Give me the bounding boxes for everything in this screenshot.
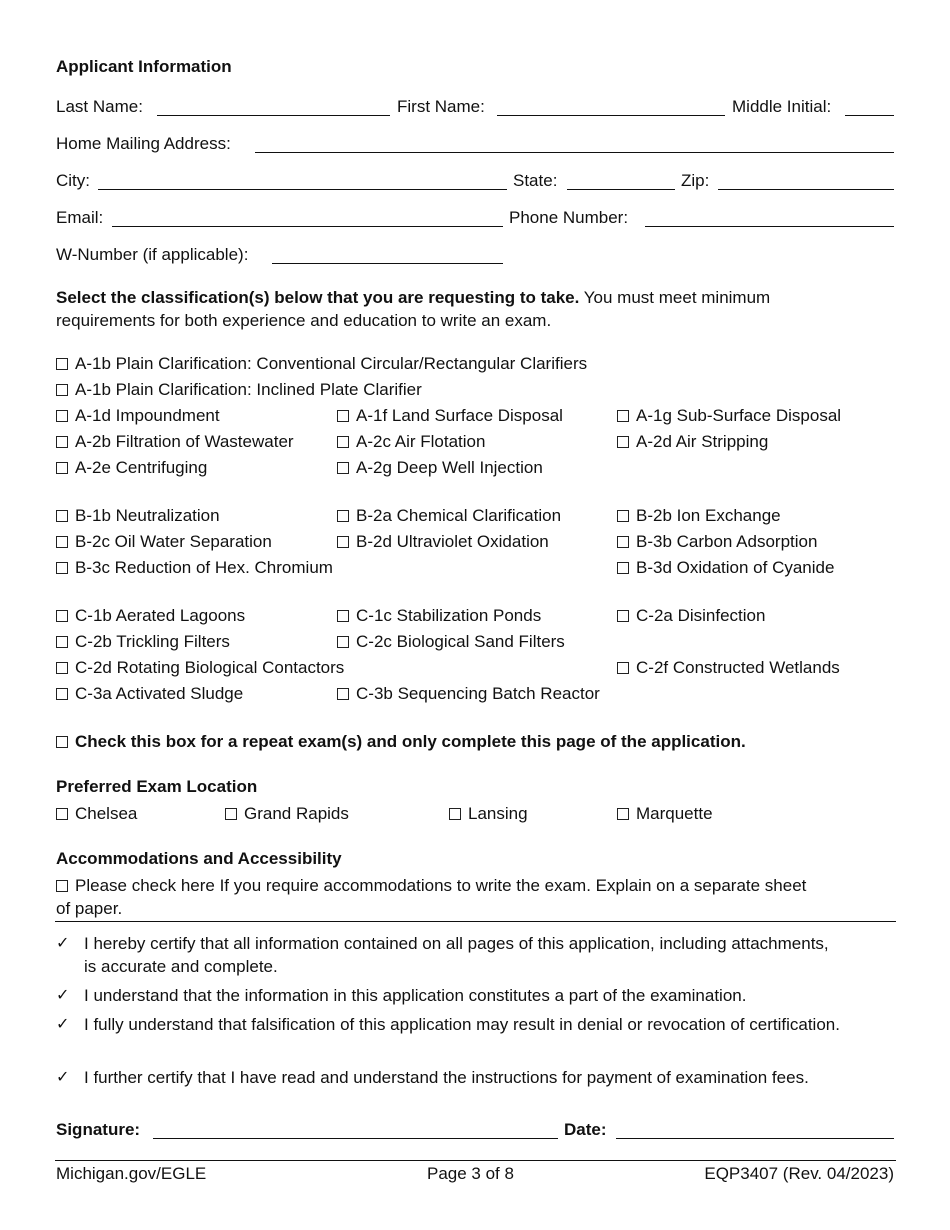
checkbox-icon[interactable]	[617, 808, 629, 820]
certification-3: I fully understand that falsification of this application may result in denial or revocation of certification.	[84, 1015, 840, 1034]
checkbox-label: C-3a Activated Sludge	[75, 684, 244, 703]
check-icon: ✓	[56, 935, 70, 952]
checkbox-label: B-2b Ion Exchange	[636, 506, 781, 525]
last-name-field[interactable]	[157, 115, 390, 116]
checkbox-marquette[interactable]	[617, 804, 713, 824]
checkbox-icon[interactable]	[56, 562, 68, 574]
checkbox-label: A-2c Air Flotation	[356, 432, 486, 451]
checkbox-icon[interactable]	[56, 536, 68, 548]
classification-intro	[56, 288, 770, 308]
check-icon: ✓	[56, 1069, 70, 1086]
address-field[interactable]	[255, 152, 894, 153]
checkbox-label: C-1c Stabilization Ponds	[356, 606, 542, 625]
checkbox-label: A-1f Land Surface Disposal	[356, 406, 563, 425]
checkbox-icon[interactable]	[225, 808, 237, 820]
checkbox-icon[interactable]	[56, 880, 68, 892]
checkbox-icon[interactable]	[337, 510, 349, 522]
classification-intro-line2: requirements for both experience and education to write an exam.	[56, 311, 552, 330]
checkbox-label: A-2g Deep Well Injection	[356, 458, 543, 477]
checkbox-grand-rapids[interactable]	[225, 804, 349, 824]
middle-initial-label: Middle Initial:	[732, 97, 832, 116]
checkbox-lansing[interactable]	[449, 804, 528, 824]
checkbox-icon[interactable]	[56, 736, 68, 748]
checkbox-c2a[interactable]	[617, 606, 765, 626]
city-field[interactable]	[98, 189, 507, 190]
checkbox-icon[interactable]	[617, 510, 629, 522]
accommodations-heading: Accommodations and Accessibility	[56, 849, 342, 868]
checkbox-b1b[interactable]	[56, 506, 220, 526]
address-label: Home Mailing Address:	[56, 134, 231, 153]
checkbox-icon[interactable]	[337, 536, 349, 548]
checkbox-c2b[interactable]	[56, 632, 230, 652]
accommodations-line2: of paper.	[56, 899, 123, 918]
footer-form-id: EQP3407 (Rev. 04/2023)	[704, 1164, 894, 1183]
checkbox-icon[interactable]	[56, 462, 68, 474]
checkbox-icon[interactable]	[617, 610, 629, 622]
applicant-heading: Applicant Information	[56, 57, 232, 76]
state-label: State:	[513, 171, 558, 190]
certification-1: I hereby certify that all information contained on all pages of this application, including attachments, is accurate and complete.	[84, 934, 829, 976]
checkbox-label: A-1d Impoundment	[75, 406, 220, 425]
date-field[interactable]	[616, 1138, 894, 1139]
checkbox-c2f[interactable]	[617, 658, 840, 678]
email-field[interactable]	[112, 226, 503, 227]
checkbox-icon[interactable]	[56, 636, 68, 648]
checkbox-chelsea[interactable]	[56, 804, 137, 824]
wnumber-field[interactable]	[272, 263, 503, 264]
checkbox-c1b[interactable]	[56, 606, 245, 626]
checkbox-label: B-2a Chemical Clarification	[356, 506, 562, 525]
checkbox-icon[interactable]	[337, 462, 349, 474]
checkbox-b2b[interactable]	[617, 506, 781, 526]
first-name-field[interactable]	[497, 115, 725, 116]
location-heading: Preferred Exam Location	[56, 777, 258, 796]
checkbox-icon[interactable]	[337, 610, 349, 622]
checkbox-icon[interactable]	[617, 410, 629, 422]
checkbox-a2g[interactable]	[337, 458, 543, 478]
checkbox-label: B-2d Ultraviolet Oxidation	[356, 532, 549, 551]
checkbox-icon[interactable]	[617, 536, 629, 548]
city-label: City:	[56, 171, 90, 190]
checkbox-label: Marquette	[636, 804, 713, 823]
checkbox-label: A-2b Filtration of Wastewater	[75, 432, 294, 451]
repeat-exam-label: Check this box for a repeat exam(s) and only complete this page of the application.	[75, 732, 746, 751]
wnumber-label: W-Number (if applicable):	[56, 245, 249, 264]
checkbox-label: Grand Rapids	[244, 804, 349, 823]
state-field[interactable]	[567, 189, 675, 190]
checkbox-icon[interactable]	[337, 410, 349, 422]
checkbox-label: C-2b Trickling Filters	[75, 632, 230, 651]
checkbox-a1g[interactable]	[617, 406, 841, 426]
checkbox-c2d[interactable]	[56, 658, 344, 678]
checkbox-icon[interactable]	[56, 688, 68, 700]
checkbox-c3b[interactable]	[337, 684, 600, 704]
zip-field[interactable]	[718, 189, 894, 190]
checkbox-label: C-3b Sequencing Batch Reactor	[356, 684, 600, 703]
section-divider	[55, 921, 896, 922]
checkbox-label: A-1g Sub-Surface Disposal	[636, 406, 842, 425]
checkbox-icon[interactable]	[56, 610, 68, 622]
signature-field[interactable]	[153, 1138, 558, 1139]
checkbox-label: A-2e Centrifuging	[75, 458, 208, 477]
checkbox-b2c[interactable]	[56, 532, 272, 552]
checkbox-b3c[interactable]	[56, 558, 333, 578]
checkbox-icon[interactable]	[617, 562, 629, 574]
checkbox-label: A-1b Plain Clarification: Inclined Plate Clarifier	[75, 380, 422, 399]
first-name-label: First Name:	[397, 97, 485, 116]
checkbox-b2d[interactable]	[337, 532, 549, 552]
checkbox-icon[interactable]	[56, 384, 68, 396]
classification-intro-rest: You must meet minimum	[579, 288, 771, 307]
checkbox-icon[interactable]	[56, 436, 68, 448]
checkbox-icon[interactable]	[56, 662, 68, 674]
checkbox-label: A-1b Plain Clarification: Conventional Circular/Rectangular Clarifiers	[75, 354, 588, 373]
checkbox-label: Chelsea	[75, 804, 138, 823]
checkbox-label: Lansing	[468, 804, 528, 823]
checkbox-icon[interactable]	[449, 808, 461, 820]
checkbox-b3d[interactable]	[617, 558, 834, 578]
checkbox-a2c[interactable]	[337, 432, 485, 452]
checkbox-a2d[interactable]	[617, 432, 768, 452]
check-icon: ✓	[56, 1016, 70, 1033]
checkbox-icon[interactable]	[56, 410, 68, 422]
footer-website: Michigan.gov/EGLE	[56, 1164, 207, 1183]
footer-divider	[55, 1160, 896, 1161]
checkbox-a2b[interactable]	[56, 432, 294, 452]
phone-label: Phone Number:	[509, 208, 629, 227]
checkbox-a1d[interactable]	[56, 406, 220, 426]
signature-label: Signature:	[56, 1120, 141, 1139]
phone-field[interactable]	[645, 226, 894, 227]
checkbox-repeat-exam[interactable]	[56, 732, 746, 752]
checkbox-c1c[interactable]	[337, 606, 541, 626]
last-name-label: Last Name:	[56, 97, 143, 116]
checkbox-a1b-inclined[interactable]	[56, 380, 422, 400]
checkbox-label: B-3c Reduction of Hex. Chromium	[75, 558, 333, 577]
checkbox-icon[interactable]	[617, 436, 629, 448]
checkbox-label: B-1b Neutralization	[75, 506, 220, 525]
checkbox-label: C-2c Biological Sand Filters	[356, 632, 565, 651]
checkbox-a1f[interactable]	[337, 406, 563, 426]
date-label: Date:	[564, 1120, 607, 1139]
checkbox-label: A-2d Air Stripping	[636, 432, 769, 451]
checkbox-label: C-1b Aerated Lagoons	[75, 606, 246, 625]
checkbox-label: C-2f Constructed Wetlands	[636, 658, 840, 677]
checkbox-b2a[interactable]	[337, 506, 561, 526]
zip-label: Zip:	[681, 171, 710, 190]
certification-2: I understand that the information in this application constitutes a part of the examination.	[84, 986, 747, 1005]
checkbox-icon[interactable]	[337, 688, 349, 700]
checkbox-a2e[interactable]	[56, 458, 207, 478]
checkbox-label: B-2c Oil Water Separation	[75, 532, 272, 551]
checkbox-icon[interactable]	[56, 808, 68, 820]
check-icon: ✓	[56, 987, 70, 1004]
checkbox-icon[interactable]	[617, 662, 629, 674]
middle-initial-field[interactable]	[845, 115, 894, 116]
accommodations-line1: Please check here If you require accommodations to write the exam. Explain on a separate sheet	[75, 876, 807, 895]
checkbox-c3a[interactable]	[56, 684, 243, 704]
checkbox-accommodations[interactable]	[56, 876, 806, 896]
footer-page-number: Page 3 of 8	[427, 1164, 514, 1183]
checkbox-label: B-3d Oxidation of Cyanide	[636, 558, 835, 577]
checkbox-label: C-2d Rotating Biological Contactors	[75, 658, 345, 677]
classification-intro-bold: Select the classification(s) below that you are requesting to take.	[56, 288, 580, 307]
checkbox-b3b[interactable]	[617, 532, 817, 552]
checkbox-icon[interactable]	[337, 436, 349, 448]
checkbox-c2c[interactable]	[337, 632, 565, 652]
checkbox-icon[interactable]	[337, 636, 349, 648]
checkbox-a1b-conventional[interactable]	[56, 354, 587, 374]
checkbox-icon[interactable]	[56, 510, 68, 522]
checkbox-label: C-2a Disinfection	[636, 606, 766, 625]
certification-4: I further certify that I have read and understand the instructions for payment of examination fees.	[84, 1068, 809, 1087]
email-label: Email:	[56, 208, 104, 227]
checkbox-label: B-3b Carbon Adsorption	[636, 532, 818, 551]
checkbox-icon[interactable]	[56, 358, 68, 370]
